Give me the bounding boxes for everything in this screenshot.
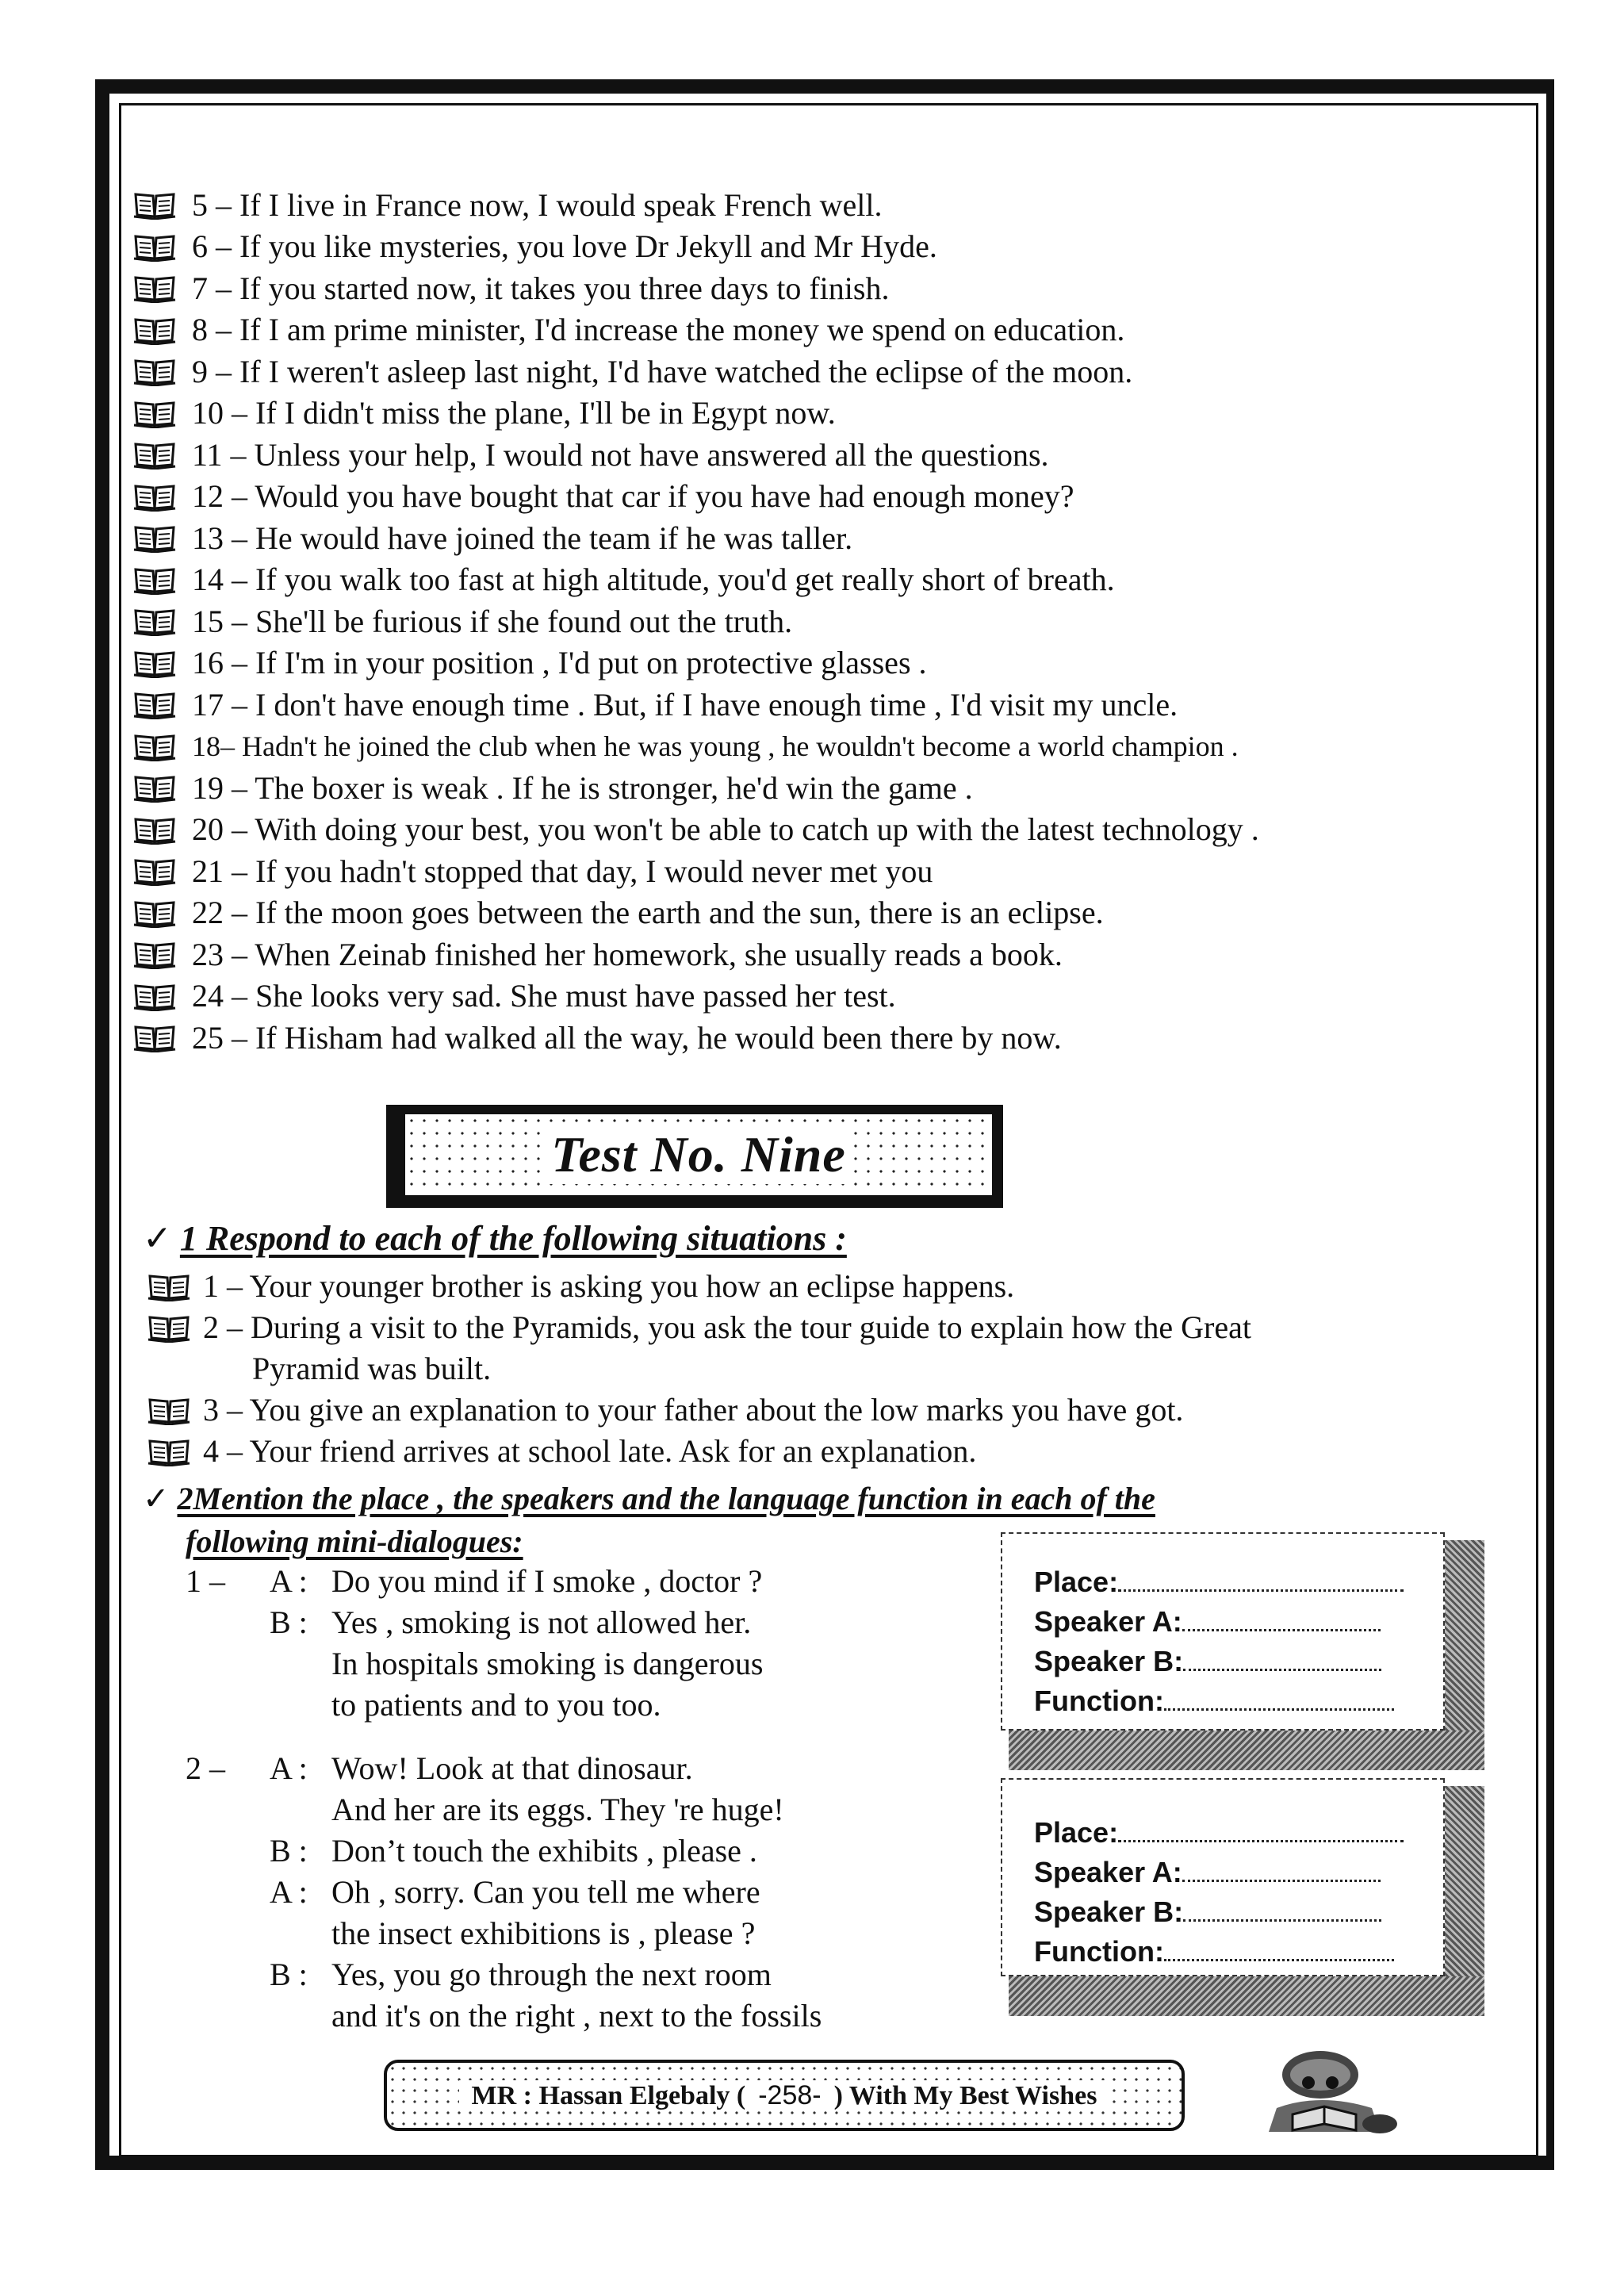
- book-icon: [133, 606, 176, 636]
- check-mark-icon: ✓: [143, 1218, 172, 1259]
- sentence-row: [133, 184, 1537, 226]
- sentence-row: [133, 642, 1537, 684]
- dialogue-speaker: A :: [270, 1750, 308, 1786]
- place-field[interactable]: Place:: [1034, 1816, 1404, 1849]
- situation-item: 1 – Your younger brother is asking you how an eclipse happens.: [147, 1267, 1014, 1305]
- section2-heading: [143, 1480, 1155, 1517]
- book-icon: [133, 439, 176, 470]
- situation-item: 2 – During a visit to the Pyramids, you ask the tour guide to explain how the Great: [147, 1309, 1251, 1346]
- section1-heading: [143, 1218, 847, 1259]
- sentence-row: [133, 476, 1537, 518]
- book-icon: [133, 315, 176, 345]
- situation-item: 3 – You give an explanation to your father about the low marks you have got.: [147, 1391, 1183, 1428]
- dialogue-line: Yes , smoking is not allowed her.: [331, 1604, 752, 1640]
- book-icon: [133, 523, 176, 553]
- dialogue-line: Wow! Look at that dinosaur.: [331, 1750, 693, 1786]
- sentence-list: [133, 184, 1537, 1059]
- footer-banner: [384, 2060, 1185, 2131]
- sentence-row: [133, 393, 1537, 435]
- book-icon: [133, 815, 176, 845]
- sentence-text: 12 – Would you have bought that car if you have had enough money?: [192, 478, 1074, 515]
- reading-figure-icon: [1245, 2045, 1404, 2140]
- sentence-text: 20 – With doing your best, you won't be able to catch up with the latest technology .: [192, 811, 1259, 848]
- sentence-row: [133, 809, 1537, 851]
- book-icon: [133, 398, 176, 428]
- book-icon: [147, 1271, 190, 1301]
- page-number: -258-: [752, 2080, 827, 2110]
- dialogue-line: And her are its eggs. They 're huge!: [331, 1792, 784, 1827]
- dialogue-line: Don’t touch the exhibits , please .: [331, 1833, 757, 1869]
- book-icon: [133, 481, 176, 512]
- book-icon: [133, 565, 176, 595]
- sentence-row: [133, 1017, 1537, 1059]
- sentence-text: 21 – If you hadn't stopped that day, I would never met you: [192, 853, 933, 889]
- function-field[interactable]: Function:: [1034, 1685, 1394, 1718]
- sentence-text: 19 – The boxer is weak . If he is stronger, he'd win the game .: [192, 769, 973, 806]
- sentence-text: 18– Hadn't he joined the club when he was young , he wouldn't become a world champion .: [192, 730, 1239, 762]
- dialogue-speaker: A :: [270, 1563, 308, 1599]
- section2-heading-line2: [186, 1523, 523, 1560]
- dialogue-speaker: B :: [270, 1957, 308, 1992]
- sentence-text: 6 – If you like mysteries, you love Dr Jekyll and Mr Hyde.: [192, 228, 937, 265]
- book-icon: [133, 356, 176, 386]
- answer-box-2: [1001, 1778, 1484, 2016]
- dialogue-number: 2 –: [186, 1750, 225, 1786]
- book-icon: [133, 731, 176, 761]
- dialogue-line: Oh , sorry. Can you tell me where: [331, 1874, 760, 1910]
- sentence-row: [133, 684, 1537, 726]
- sentence-text: 10 – If I didn't miss the plane, I'll be in Egypt now.: [192, 395, 836, 431]
- section2-title-line1: 2Mention the place , the speakers and the language function in each of the: [177, 1481, 1155, 1516]
- situation-item-continued: Pyramid was built.: [252, 1351, 492, 1386]
- dialogue-number: 1 –: [186, 1563, 225, 1599]
- sentence-row: [133, 351, 1537, 393]
- sentence-row: [133, 600, 1537, 642]
- book-icon: [133, 648, 176, 678]
- sentence-text: 23 – When Zeinab finished her homework, she usually reads a book.: [192, 936, 1063, 972]
- section2-title-line2: following mini-dialogues:: [186, 1524, 523, 1559]
- book-icon: [147, 1313, 190, 1343]
- book-icon: [133, 273, 176, 303]
- section1-title: 1 Respond to each of the following situations :: [179, 1219, 847, 1258]
- dialogue-speaker: B :: [270, 1604, 308, 1640]
- sentence-text: 15 – She'll be furious if she found out the truth.: [192, 603, 793, 639]
- book-icon: [133, 898, 176, 928]
- book-icon: [147, 1395, 190, 1425]
- sentence-text: 5 – If I live in France now, I would speak French well.: [192, 186, 883, 223]
- dialogue-line: to patients and to you too.: [331, 1687, 661, 1723]
- sentence-row: [133, 309, 1537, 351]
- sentence-row: [133, 226, 1537, 268]
- sentence-text: 8 – If I am prime minister, I'd increase the money we spend on education.: [192, 312, 1125, 348]
- book-icon: [133, 689, 176, 719]
- sentence-text: 16 – If I'm in your position , I'd put on protective glasses .: [192, 645, 927, 681]
- book-icon: [133, 1022, 176, 1052]
- sentence-row: [133, 726, 1537, 768]
- book-icon: [133, 190, 176, 220]
- sentence-text: 24 – She looks very sad. She must have passed her test.: [192, 978, 896, 1014]
- sentence-row: [133, 933, 1537, 976]
- check-mark-icon: ✓: [143, 1481, 170, 1517]
- speaker-a-field[interactable]: Speaker A:: [1034, 1605, 1381, 1639]
- speaker-b-field[interactable]: Speaker B:: [1034, 1645, 1381, 1678]
- dialogue-line: Yes, you go through the next room: [331, 1957, 772, 1992]
- sentence-text: 22 – If the moon goes between the earth and the sun, there is an eclipse.: [192, 895, 1104, 931]
- sentence-row: [133, 517, 1537, 559]
- book-icon: [133, 856, 176, 886]
- sentence-row: [133, 850, 1537, 892]
- dialogue-speaker: A :: [270, 1874, 308, 1910]
- dialogue-line: Do you mind if I smoke , doctor ?: [331, 1563, 763, 1599]
- sentence-text: 25 – If Hisham had walked all the way, he would been there by now.: [192, 1019, 1062, 1056]
- dialogue-speaker: B :: [270, 1833, 308, 1869]
- book-icon: [133, 772, 176, 803]
- sentence-row: [133, 559, 1537, 601]
- situation-item: 4 – Your friend arrives at school late. Ask for an explanation.: [147, 1432, 976, 1470]
- function-field[interactable]: Function:: [1034, 1935, 1394, 1968]
- sentence-row: [133, 892, 1537, 934]
- sentence-text: 17 – I don't have enough time . But, if I have enough time , I'd visit my uncle.: [192, 686, 1178, 723]
- sentence-text: 13 – He would have joined the team if he was taller.: [192, 519, 853, 556]
- footer-text: MR : Hassan Elgebaly ( -258- ) With My Best Wishes: [459, 2080, 1110, 2111]
- answer-box-1: [1001, 1532, 1484, 1770]
- test-title: Test No. Nine: [546, 1125, 851, 1184]
- dialogue-line: In hospitals smoking is dangerous: [331, 1646, 764, 1681]
- book-icon: [133, 939, 176, 969]
- sentence-text: 7 – If you started now, it takes you three days to finish.: [192, 270, 890, 306]
- sentence-text: 9 – If I weren't asleep last night, I'd have watched the eclipse of the moon.: [192, 353, 1133, 389]
- sentence-text: 14 – If you walk too fast at high altitude, you'd get really short of breath.: [192, 562, 1115, 598]
- dialogue-line: the insect exhibitions is , please ?: [331, 1915, 756, 1951]
- book-icon: [133, 981, 176, 1011]
- sentence-row: [133, 976, 1537, 1018]
- place-field[interactable]: Place:: [1034, 1566, 1404, 1599]
- sentence-row: [133, 434, 1537, 476]
- speaker-b-field[interactable]: Speaker B:: [1034, 1895, 1381, 1929]
- book-icon: [133, 232, 176, 262]
- test-title-banner: [386, 1105, 1003, 1208]
- sentence-row: [133, 767, 1537, 809]
- sentence-text: 11 – Unless your help, I would not have answered all the questions.: [192, 436, 1049, 473]
- book-icon: [147, 1436, 190, 1466]
- sentence-row: [133, 267, 1537, 309]
- dialogue-line: and it's on the right , next to the fossils: [331, 1998, 822, 2033]
- speaker-a-field[interactable]: Speaker A:: [1034, 1856, 1381, 1889]
